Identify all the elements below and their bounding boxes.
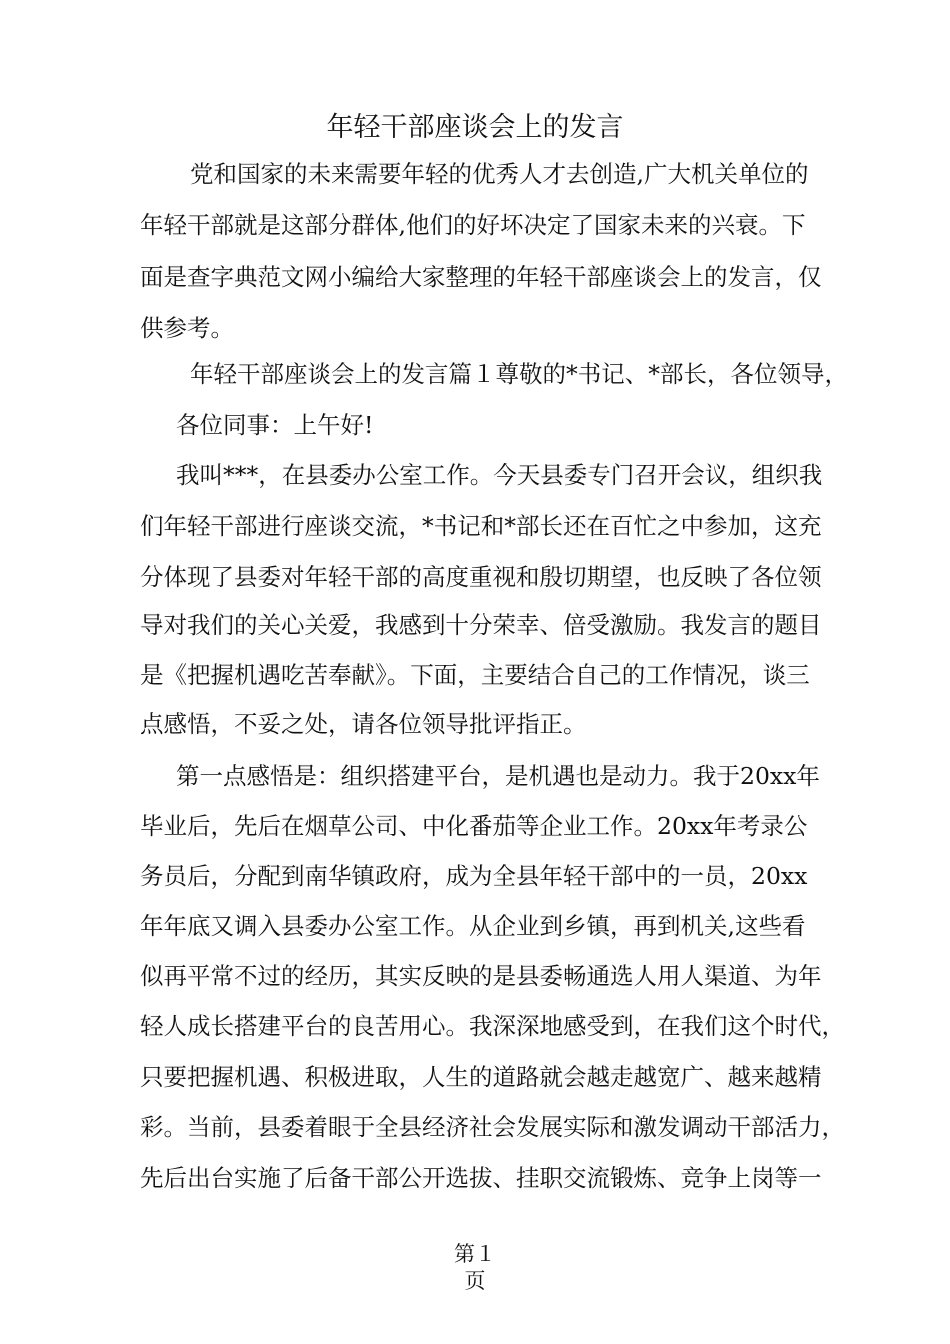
body-line: 导对我们的关心关爱，我感到十分荣幸、倍受激励。我发言的题目 — [140, 611, 822, 639]
body-line: 只要把握机遇、积极进取，人生的道路就会越走越宽广、越来越精 — [140, 1063, 822, 1091]
body-line: 我叫***，在县委办公室工作。今天县委专门召开会议，组织我 — [176, 461, 823, 489]
body-line: 年轻干部就是这部分群体,他们的好坏决定了国家未来的兴衰。下 — [140, 211, 806, 239]
body-line: 轻人成长搭建平台的良苦用心。我深深地感受到，在我们这个时代， — [140, 1012, 845, 1040]
body-line: 彩。当前，县委着眼于全县经济社会发展实际和激发调动干部活力， — [140, 1113, 845, 1141]
body-line: 点感悟，不妥之处，请各位领导批评指正。 — [140, 710, 587, 738]
body-line: 党和国家的未来需要年轻的优秀人才去创造,广大机关单位的 — [190, 160, 809, 188]
page-number: 第１ — [454, 1242, 496, 1266]
page-number-unit: 页 — [464, 1269, 486, 1293]
body-line: 是《把握机遇吃苦奉献》。下面，主要结合自己的工作情况，谈三 — [140, 661, 810, 689]
body-line: 供参考。 — [140, 314, 234, 342]
document-title: 年轻干部座谈会上的发言 — [326, 112, 624, 143]
body-line: 毕业后，先后在烟草公司、中化番茄等企业工作。20xx年考录公 — [140, 812, 808, 840]
body-line: 各位同事：上午好! — [176, 411, 374, 439]
body-line: 们年轻干部进行座谈交流，*书记和*部长还在百忙之中参加，这充 — [140, 512, 822, 540]
body-line: 务员后，分配到南华镇政府，成为全县年轻干部中的一员，20xx — [140, 862, 808, 890]
body-line: 先后出台实施了后备干部公开选拔、挂职交流锻炼、竞争上岗等一 — [140, 1164, 822, 1192]
body-line: 分体现了县委对年轻干部的高度重视和殷切期望，也反映了各位领 — [140, 563, 822, 591]
body-line: 年轻干部座谈会上的发言篇１尊敬的*书记、*部长，各位领导， — [190, 360, 848, 388]
body-line: 面是查字典范文网小编给大家整理的年轻干部座谈会上的发言，仅 — [140, 263, 822, 291]
body-line: 年年底又调入县委办公室工作。从企业到乡镇，再到机关,这些看 — [140, 912, 806, 940]
body-line: 似再平常不过的经历，其实反映的是县委畅通选人用人渠道、为年 — [140, 962, 822, 990]
body-line: 第一点感悟是：组织搭建平台，是机遇也是动力。我于20xx年 — [176, 762, 820, 790]
